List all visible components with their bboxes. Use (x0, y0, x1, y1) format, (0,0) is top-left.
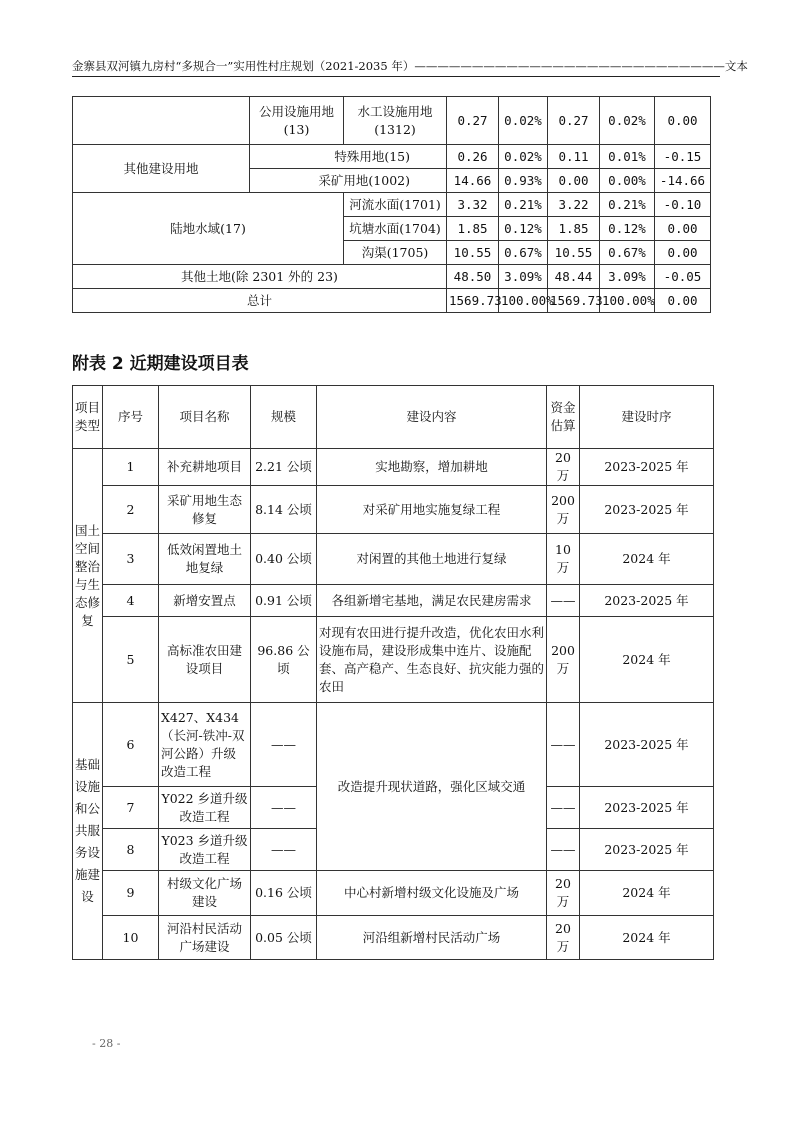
table-cell: 20 万 (547, 871, 580, 916)
table-cell: 0.00% (600, 169, 655, 193)
table-cell: 3 (103, 534, 159, 585)
table-row (73, 193, 711, 217)
table-cell: Y023 乡道升级改造工程 (159, 829, 251, 871)
table-cell: 2023-2025 年 (580, 787, 714, 829)
table-row (73, 617, 714, 703)
table-cell: 48.44 (548, 265, 600, 289)
table-row (73, 265, 711, 289)
table-cell: 1 (103, 449, 159, 486)
table-cell: —— (251, 829, 317, 871)
table-cell: 实地勘察，增加耕地 (317, 449, 547, 486)
table-cell: 0.27 (447, 97, 499, 145)
table-cell: 10.55 (447, 241, 499, 265)
table-cell: 采矿用地生态修复 (159, 486, 251, 534)
table-cell: 沟渠(1705) (344, 241, 447, 265)
table-cell: 1.85 (548, 217, 600, 241)
table-cell: 1569.73 (447, 289, 499, 313)
table-cell: 0.02% (499, 145, 548, 169)
table-cell: 200 万 (547, 486, 580, 534)
header-scale: 规模 (251, 386, 317, 449)
table-cell: 河沿村民活动广场建设 (159, 916, 251, 960)
table-cell: 3.09% (499, 265, 548, 289)
table-row (73, 534, 714, 585)
table-cell: 100.00% (600, 289, 655, 313)
table-cell: 0.00 (655, 289, 711, 313)
table-cell: 村级文化广场建设 (159, 871, 251, 916)
project-table (72, 385, 714, 960)
table-header-row (73, 386, 714, 449)
table-cell: 坑塘水面(1704) (344, 217, 447, 241)
table-cell: 对现有农田进行提升改造，优化农田水利设施布局，建设形成集中连片、设施配套、高产稳产、生态良好、抗灾能力强的农田 (317, 617, 547, 703)
table-cell: 2.21 公顷 (251, 449, 317, 486)
page-header: 金寨县双河镇九房村“多规合一”实用性村庄规划（2021-2035 年）———————————————————————————文本 (72, 59, 748, 73)
header-name: 项目名称 (159, 386, 251, 449)
table-cell: 3.22 (548, 193, 600, 217)
table-cell: 2023-2025 年 (580, 703, 714, 787)
table-cell: -0.10 (655, 193, 711, 217)
table-cell: 0.00 (548, 169, 600, 193)
table-cell: —— (547, 787, 580, 829)
table-cell: 100.00% (499, 289, 548, 313)
table-row (73, 486, 714, 534)
table-cell: 0.67% (600, 241, 655, 265)
table-row (73, 97, 711, 145)
table-cell: 10 万 (547, 534, 580, 585)
header-type: 项目类型 (73, 386, 103, 449)
table-cell: Y022 乡道升级改造工程 (159, 787, 251, 829)
table-cell: 陆地水域(17) (73, 193, 344, 265)
table-cell: 河流水面(1701) (344, 193, 447, 217)
table-cell: 0.21% (499, 193, 548, 217)
table-cell: X427、X434（长河-铁冲-双河公路）升级改造工程 (159, 703, 251, 787)
table-cell: 总计 (73, 289, 447, 313)
table-row (73, 289, 711, 313)
table-cell: 48.50 (447, 265, 499, 289)
table-cell: 0.26 (447, 145, 499, 169)
table-cell: —— (547, 585, 580, 617)
table-cell: 2023-2025 年 (580, 486, 714, 534)
table-cell: 10 (103, 916, 159, 960)
table-cell: 特殊用地(15) (250, 145, 447, 169)
table-cell: 0.00 (655, 241, 711, 265)
table-cell: 2023-2025 年 (580, 585, 714, 617)
header-no: 序号 (103, 386, 159, 449)
table-cell: 2023-2025 年 (580, 829, 714, 871)
header-time: 建设时序 (580, 386, 714, 449)
table-row (73, 145, 711, 169)
table-cell: 0.27 (548, 97, 600, 145)
table-cell: 2024 年 (580, 871, 714, 916)
table-cell: 0.00 (655, 97, 711, 145)
table-cell: 2024 年 (580, 534, 714, 585)
table-cell: 其他土地(除 2301 外的 23) (73, 265, 447, 289)
table-cell: 0.67% (499, 241, 548, 265)
header-fund: 资金估算 (547, 386, 580, 449)
land-use-table (72, 96, 711, 313)
table-cell: 低效闲置地土地复绿 (159, 534, 251, 585)
table-cell: -0.15 (655, 145, 711, 169)
table-row (73, 449, 714, 486)
table-row (73, 916, 714, 960)
table-cell: —— (547, 703, 580, 787)
section-title: 附表 2 近期建设项目表 (72, 354, 249, 374)
table-cell: 2 (103, 486, 159, 534)
table-cell: 2024 年 (580, 916, 714, 960)
table-cell: 20 万 (547, 916, 580, 960)
table-cell: 0.12% (499, 217, 548, 241)
table-cell: 各组新增宅基地，满足农民建房需求 (317, 585, 547, 617)
table-cell: -14.66 (655, 169, 711, 193)
table-cell: —— (547, 829, 580, 871)
table-row (73, 871, 714, 916)
table-cell: 0.00 (655, 217, 711, 241)
table-cell: 河沿组新增村民活动广场 (317, 916, 547, 960)
table-row (73, 585, 714, 617)
table-cell: 0.02% (600, 97, 655, 145)
table-cell: 2023-2025 年 (580, 449, 714, 486)
header-rule (72, 76, 720, 77)
table-cell: 水工设施用地(1312) (344, 97, 447, 145)
table-cell: 对闲置的其他土地进行复绿 (317, 534, 547, 585)
group-label: 基础设施和公共服务设施建设 (73, 703, 103, 960)
table-cell: —— (251, 703, 317, 787)
table-cell: 其他建设用地 (73, 145, 250, 193)
table-cell: 6 (103, 703, 159, 787)
table-cell: 0.21% (600, 193, 655, 217)
table-cell: 8.14 公顷 (251, 486, 317, 534)
table-cell: 采矿用地(1002) (250, 169, 447, 193)
table-cell: 20 万 (547, 449, 580, 486)
table-row (73, 703, 714, 787)
table-cell: 公用设施用地(13) (250, 97, 344, 145)
table-cell: 0.40 公顷 (251, 534, 317, 585)
table-cell: 8 (103, 829, 159, 871)
table-cell: 0.02% (499, 97, 548, 145)
header-content: 建设内容 (317, 386, 547, 449)
table-cell: 3.32 (447, 193, 499, 217)
table-cell: 2024 年 (580, 617, 714, 703)
table-cell: 0.11 (548, 145, 600, 169)
table-cell: —— (251, 787, 317, 829)
table-cell: 7 (103, 787, 159, 829)
table-cell: 0.93% (499, 169, 548, 193)
table-cell: 高标准农田建设项目 (159, 617, 251, 703)
table-cell: 1569.73 (548, 289, 600, 313)
table-cell: 0.01% (600, 145, 655, 169)
table-cell: 新增安置点 (159, 585, 251, 617)
page-number: - 28 - (92, 1037, 121, 1050)
table-cell: 对采矿用地实施复绿工程 (317, 486, 547, 534)
table-cell: 9 (103, 871, 159, 916)
table-cell: 200 万 (547, 617, 580, 703)
table-cell: 0.16 公顷 (251, 871, 317, 916)
table-cell: 0.12% (600, 217, 655, 241)
table-cell (73, 97, 250, 145)
table-cell: 0.91 公顷 (251, 585, 317, 617)
table-cell: 3.09% (600, 265, 655, 289)
shared-content-cell: 改造提升现状道路，强化区域交通 (317, 703, 547, 871)
table-cell: 补充耕地项目 (159, 449, 251, 486)
group-label: 国土空间整治与生态修复 (73, 449, 103, 703)
table-cell: 96.86 公顷 (251, 617, 317, 703)
table-cell: 1.85 (447, 217, 499, 241)
table-cell: 中心村新增村级文化设施及广场 (317, 871, 547, 916)
table-cell: -0.05 (655, 265, 711, 289)
table-cell: 0.05 公顷 (251, 916, 317, 960)
table-cell: 14.66 (447, 169, 499, 193)
table-cell: 4 (103, 585, 159, 617)
table-cell: 10.55 (548, 241, 600, 265)
table-cell: 5 (103, 617, 159, 703)
